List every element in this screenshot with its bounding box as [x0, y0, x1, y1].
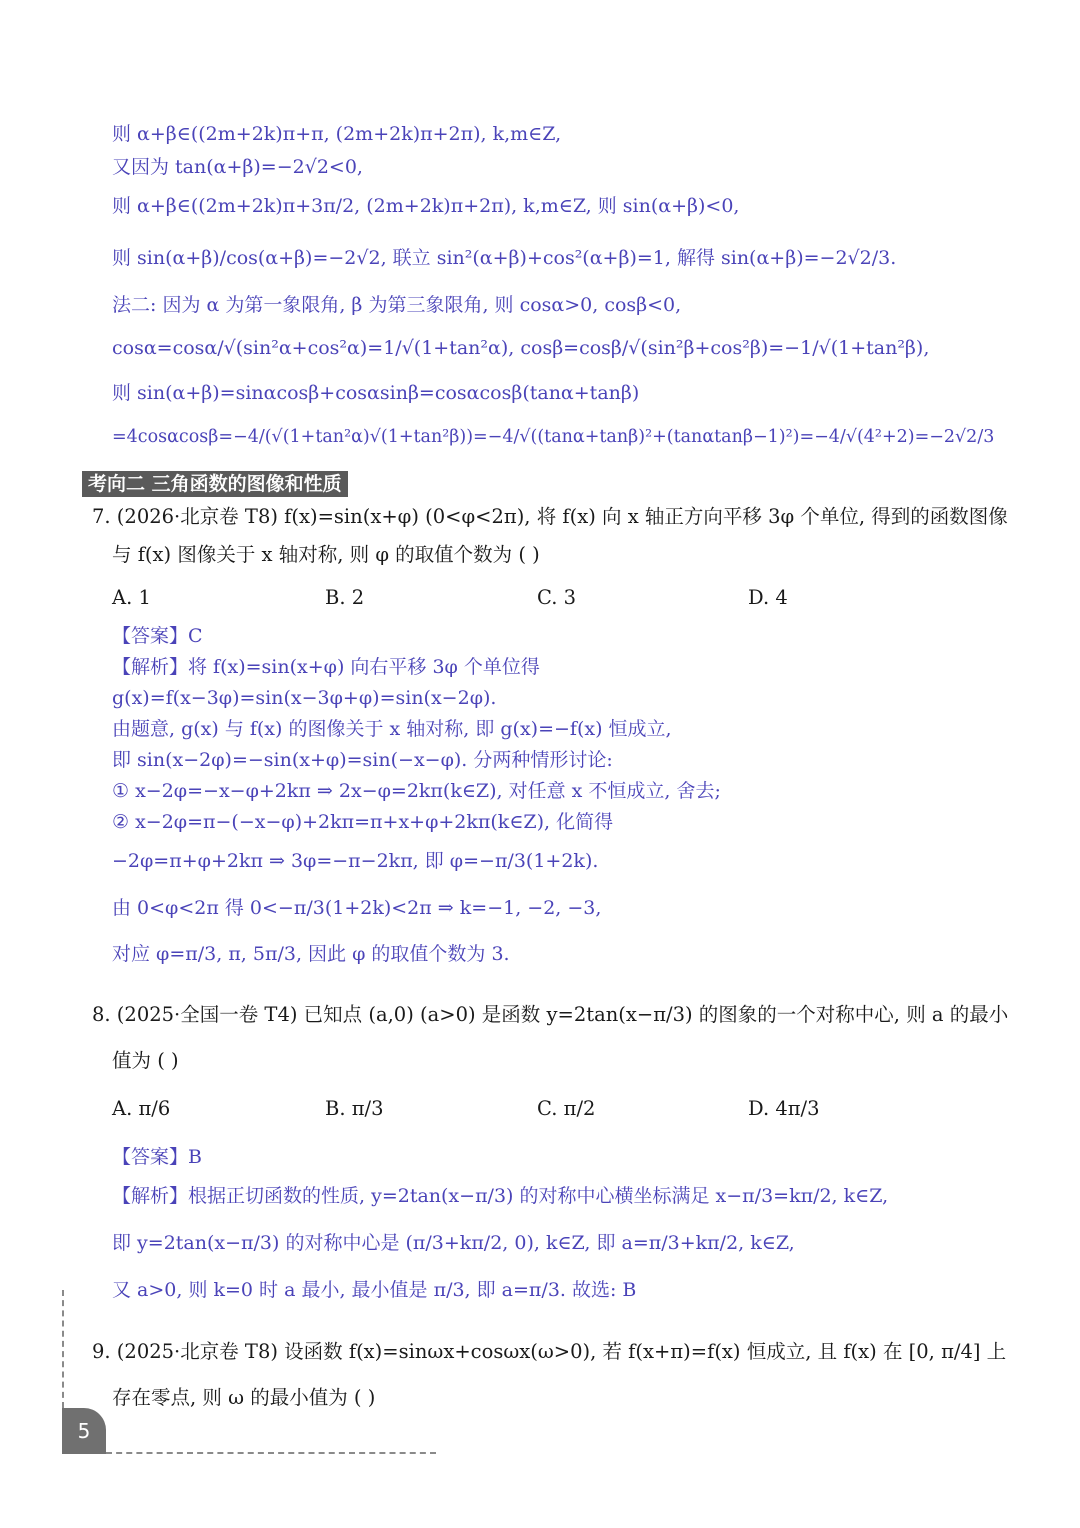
analysis-line: ② x−2φ=π−(−x−φ)+2kπ=π+x+φ+2kπ(k∈Z), 化简得	[112, 811, 614, 833]
option-a: A. π/6	[112, 1097, 171, 1120]
analysis-line: 由 0<φ<2π 得 0<−π/3(1+2k)<2π ⇒ k=−1, −2, −3,	[112, 897, 602, 919]
question-stem: 存在零点, 则 ω 的最小值为 ( )	[112, 1386, 376, 1409]
analysis-line: 即 sin(x−2φ)=−sin(x+φ)=sin(−x−φ). 分两种情形讨论:	[112, 749, 613, 771]
question-stem: 9. (2025·北京卷 T8) 设函数 f(x)=sinωx+cosωx(ω>0), 若 f(x+π)=f(x) 恒成立, 且 f(x) 在 [0, π/4] 上	[92, 1340, 1007, 1363]
option-c: C. 3	[537, 586, 577, 609]
analysis-line: g(x)=f(x−3φ)=sin(x−3φ+φ)=sin(x−2φ).	[112, 687, 497, 709]
margin-dashed-line	[62, 1290, 64, 1408]
options-row	[112, 583, 912, 613]
solution-line: 则 sin(α+β)=sinαcosβ+cosαsinβ=cosαcosβ(tanα+tanβ)	[112, 382, 640, 404]
question-stem: 7. (2026·北京卷 T8) f(x)=sin(x+φ) (0<φ<2π), 将 f(x) 向 x 轴正方向平移 3φ 个单位, 得到的函数图像	[92, 505, 1008, 528]
analysis-line: 对应 φ=π/3, π, 5π/3, 因此 φ 的取值个数为 3.	[112, 943, 510, 965]
section-heading: 考向二 三角函数的图像和性质	[82, 471, 348, 497]
question-stem: 值为 ( )	[112, 1049, 179, 1072]
options-row	[112, 1094, 912, 1124]
question-stem: 与 f(x) 图像关于 x 轴对称, 则 φ 的取值个数为 ( )	[112, 543, 540, 566]
option-d: D. 4	[748, 586, 788, 609]
question-stem: 8. (2025·全国一卷 T4) 已知点 (a,0) (a>0) 是函数 y=2tan(x−π/3) 的图象的一个对称中心, 则 a 的最小	[92, 1003, 1009, 1026]
analysis-line: 又 a>0, 则 k=0 时 a 最小, 最小值是 π/3, 即 a=π/3. 故选: B	[112, 1279, 637, 1301]
option-a: A. 1	[112, 586, 151, 609]
analysis-line: 由题意, g(x) 与 f(x) 的图像关于 x 轴对称, 即 g(x)=−f(x) 恒成立,	[112, 718, 672, 740]
solution-line: =4cosαcosβ=−4/(√(1+tan²α)√(1+tan²β))=−4/√((tanα+tanβ)²+(tanαtanβ−1)²)=−4/√(4²+2)=−2√2/3	[112, 427, 995, 447]
answer: 【答案】B	[112, 1146, 202, 1168]
solution-line: 法二: 因为 α 为第一象限角, β 为第三象限角, 则 cosα>0, cosβ<0,	[112, 294, 682, 316]
analysis-line: 即 y=2tan(x−π/3) 的对称中心是 (π/3+kπ/2, 0), k∈Z, 即 a=π/3+kπ/2, k∈Z,	[112, 1232, 795, 1254]
analysis-line: 【解析】将 f(x)=sin(x+φ) 向右平移 3φ 个单位得	[112, 656, 540, 678]
option-b: B. π/3	[325, 1097, 384, 1120]
option-b: B. 2	[325, 586, 365, 609]
solution-line: 则 sin(α+β)/cos(α+β)=−2√2, 联立 sin²(α+β)+cos²(α+β)=1, 解得 sin(α+β)=−2√2/3.	[112, 247, 897, 269]
solution-line: cosα=cosα/√(sin²α+cos²α)=1/√(1+tan²α), cosβ=cosβ/√(sin²β+cos²β)=−1/√(1+tan²β),	[112, 337, 930, 359]
page-number: 5	[62, 1408, 106, 1454]
solution-line: 则 α+β∈((2m+2k)π+π, (2m+2k)π+2π), k,m∈Z,	[112, 123, 562, 145]
option-d: D. 4π/3	[748, 1097, 820, 1120]
analysis-line: ① x−2φ=−x−φ+2kπ ⇒ 2x−φ=2kπ(k∈Z), 对任意 x 不恒成立, 舍去;	[112, 780, 721, 802]
solution-line: 则 α+β∈((2m+2k)π+3π/2, (2m+2k)π+2π), k,m∈Z, 则 sin(α+β)<0,	[112, 195, 740, 217]
footer-dashed-line	[106, 1452, 436, 1454]
option-c: C. π/2	[537, 1097, 596, 1120]
analysis-line: 【解析】根据正切函数的性质, y=2tan(x−π/3) 的对称中心横坐标满足 x−π/3=kπ/2, k∈Z,	[112, 1185, 889, 1207]
analysis-line: −2φ=π+φ+2kπ ⇒ 3φ=−π−2kπ, 即 φ=−π/3(1+2k).	[112, 850, 599, 872]
answer: 【答案】C	[112, 625, 203, 647]
solution-line: 又因为 tan(α+β)=−2√2<0,	[112, 156, 363, 178]
